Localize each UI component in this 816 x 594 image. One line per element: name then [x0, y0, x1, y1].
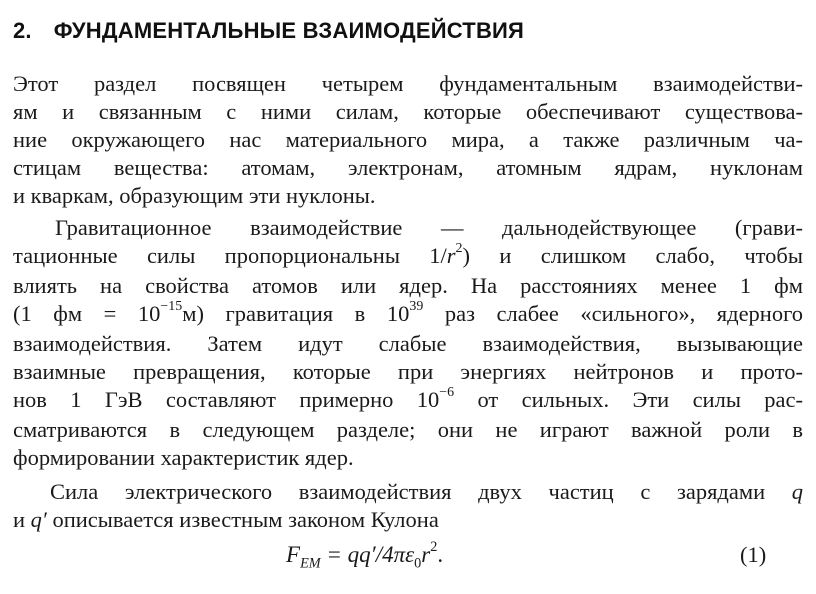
math-exponent: 39 — [409, 299, 424, 315]
paragraph-2-line — [13, 242, 803, 270]
formula-rhs-subscript: 0 — [414, 555, 422, 572]
paragraph-2-line: взаимодействия. Затем идут слабые взаимодействия, вызывающие — [13, 331, 803, 356]
paragraph-2-line: взаимные превращения, которые при энергиях нейтронов и прото- — [13, 359, 803, 384]
paragraph-1-line: ям и связанным с ними силам, которые обеспечивают существова- — [13, 99, 803, 124]
section-heading — [13, 18, 524, 44]
math-exponent: 2 — [455, 241, 463, 257]
formula-lhs-subscript: EM — [300, 555, 321, 572]
coulomb-formula — [286, 539, 444, 572]
math-variable: r — [446, 243, 456, 268]
math-variable: q′ — [30, 507, 47, 532]
text-run: м) гравитация в 10 — [182, 301, 410, 326]
formula-period: . — [437, 542, 444, 567]
section-number: 2. — [13, 18, 32, 43]
paragraph-3-line — [50, 478, 803, 506]
paragraph-1-line: ние окружающего нас материального мира, а также различным ча- — [13, 127, 803, 152]
text-run: Сила электрического взаимодействия двух частиц с зарядами — [50, 479, 792, 504]
math-exponent: −6 — [439, 385, 455, 401]
paragraph-2-line: сматриваются в следующем разделе; они не играют важной роли в — [13, 417, 803, 442]
paragraph-1-line: Этот раздел посвящен четырем фундаментальным взаимодействи- — [13, 71, 803, 96]
text-run: тационные силы пропорциональны 1/ — [13, 243, 447, 268]
paragraph-2-line: Гравитационное взаимодействие — дальнодействующее (грави- — [55, 215, 803, 240]
text-run: (1 фм = 10 — [13, 301, 161, 326]
formula-exponent: 2 — [430, 539, 438, 556]
paragraph-2-line — [13, 300, 803, 328]
formula-rhs-variable: r — [421, 542, 431, 567]
paragraph-3-line — [13, 506, 803, 534]
section-title: ФУНДАМЕНТАЛЬНЫЕ ВЗАИМОДЕЙСТВИЯ — [53, 18, 525, 43]
text-run: нов 1 ГэВ составляют примерно 10 — [13, 387, 440, 412]
paragraph-2-line: влиять на свойства атомов или ядер. На расстояниях менее 1 фм — [13, 273, 803, 298]
math-variable: q — [791, 479, 803, 504]
text-run: описывается известным законом Кулона — [46, 507, 439, 532]
text-run: от сильных. Эти силы рас- — [454, 387, 803, 412]
paragraph-1-line: и кваркам, образующим эти нуклоны. — [13, 183, 376, 208]
text-run: раз слабее «сильного», ядерного — [423, 301, 804, 326]
text-run: ) и слишком слабо, чтобы — [462, 243, 804, 268]
paragraph-2-line — [13, 386, 803, 414]
paragraph-1-line: стицам вещества: атомам, электронам, атомным ядрам, нуклонам — [13, 155, 803, 180]
formula-rhs: = qq′/4πε — [320, 542, 415, 567]
formula-lhs: F — [286, 542, 301, 567]
text-run: и — [13, 507, 31, 532]
equation-number: (1) — [740, 542, 767, 567]
math-exponent: −15 — [160, 299, 183, 315]
paragraph-2-line: формировании характеристик ядер. — [13, 445, 354, 470]
